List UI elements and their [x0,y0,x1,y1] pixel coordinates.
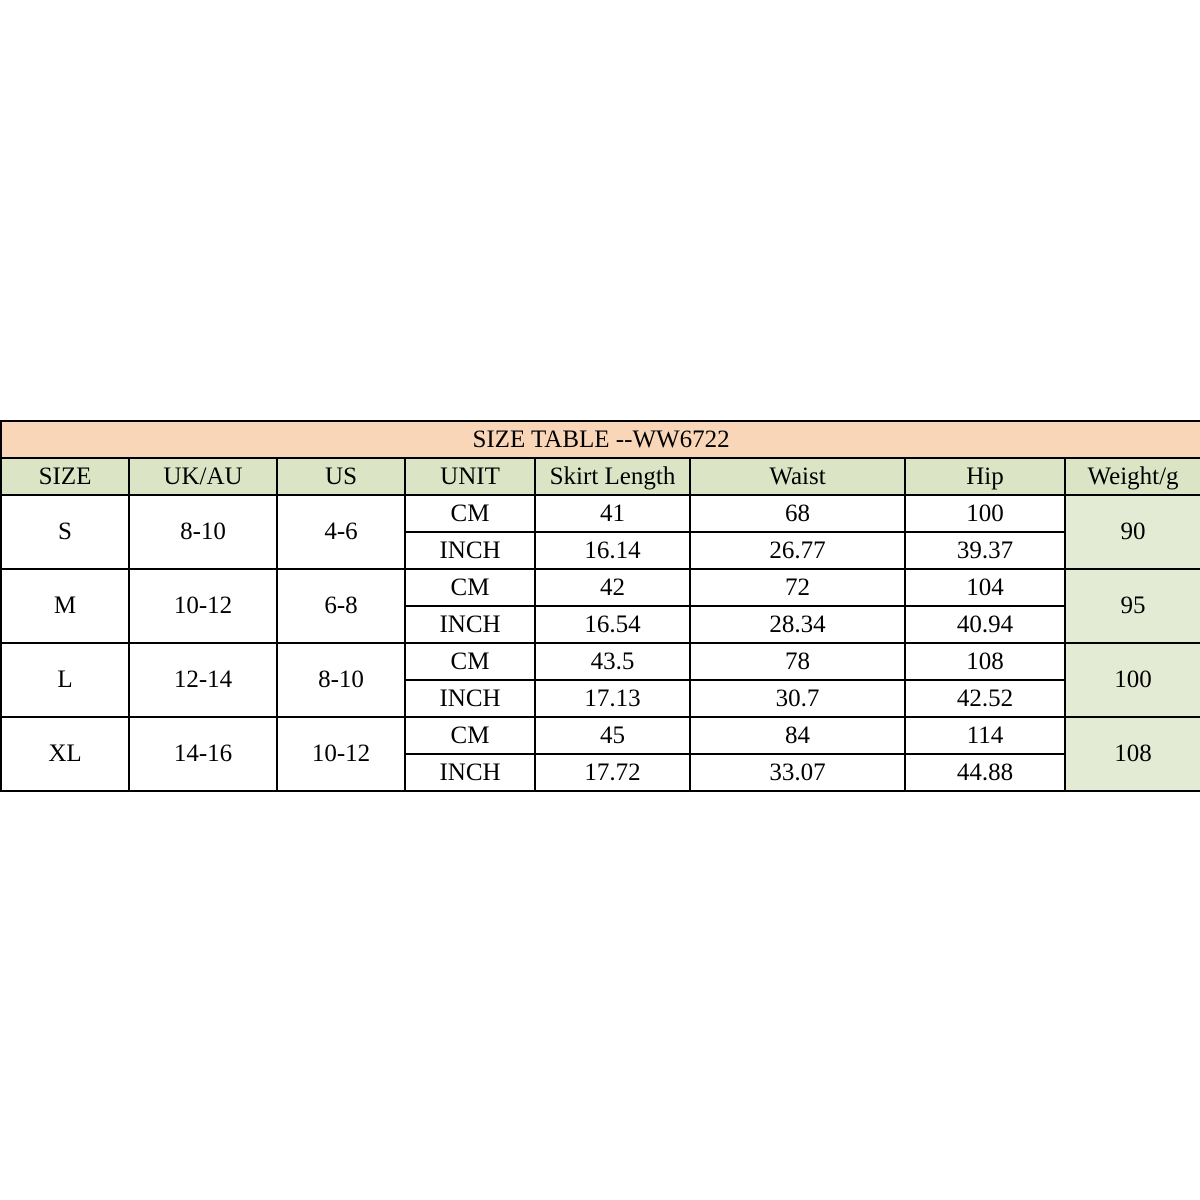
header-hip: Hip [905,458,1065,495]
cell-size: XL [1,717,129,791]
table-title: SIZE TABLE --WW6722 [1,421,1200,458]
cell-size: M [1,569,129,643]
cell-waist-inch: 26.77 [690,532,905,569]
cell-ukau: 8-10 [129,495,277,569]
cell-ukau: 14-16 [129,717,277,791]
header-skirt-length: Skirt Length [535,458,690,495]
cell-ukau: 10-12 [129,569,277,643]
cell-size: S [1,495,129,569]
cell-skirt-length-inch: 16.54 [535,606,690,643]
table-header-row [1,458,1200,495]
cell-unit-cm: CM [405,495,535,532]
table-row [1,569,1200,606]
cell-hip-cm: 104 [905,569,1065,606]
header-size: SIZE [1,458,129,495]
cell-waist-inch: 28.34 [690,606,905,643]
cell-hip-cm: 108 [905,643,1065,680]
cell-us: 10-12 [277,717,405,791]
cell-unit-inch: INCH [405,606,535,643]
cell-skirt-length-inch: 16.14 [535,532,690,569]
header-unit: UNIT [405,458,535,495]
cell-weight: 100 [1065,643,1200,717]
cell-hip-cm: 100 [905,495,1065,532]
cell-unit-inch: INCH [405,532,535,569]
cell-hip-inch: 44.88 [905,754,1065,791]
cell-waist-cm: 68 [690,495,905,532]
cell-us: 8-10 [277,643,405,717]
cell-hip-inch: 39.37 [905,532,1065,569]
table-row [1,495,1200,532]
cell-waist-inch: 33.07 [690,754,905,791]
table-row [1,717,1200,754]
cell-unit-cm: CM [405,643,535,680]
cell-unit-inch: INCH [405,680,535,717]
cell-weight: 90 [1065,495,1200,569]
cell-hip-inch: 40.94 [905,606,1065,643]
cell-size: L [1,643,129,717]
table-title-row [1,421,1200,458]
cell-skirt-length-cm: 41 [535,495,690,532]
cell-us: 6-8 [277,569,405,643]
table-row [1,643,1200,680]
size-chart-container [0,420,1200,792]
header-ukau: UK/AU [129,458,277,495]
size-table [0,420,1200,792]
header-waist: Waist [690,458,905,495]
cell-skirt-length-inch: 17.13 [535,680,690,717]
cell-waist-cm: 72 [690,569,905,606]
cell-skirt-length-cm: 45 [535,717,690,754]
cell-us: 4-6 [277,495,405,569]
cell-waist-inch: 30.7 [690,680,905,717]
cell-unit-inch: INCH [405,754,535,791]
cell-unit-cm: CM [405,717,535,754]
cell-skirt-length-inch: 17.72 [535,754,690,791]
cell-weight: 95 [1065,569,1200,643]
cell-ukau: 12-14 [129,643,277,717]
header-weight: Weight/g [1065,458,1200,495]
cell-unit-cm: CM [405,569,535,606]
cell-hip-cm: 114 [905,717,1065,754]
cell-weight: 108 [1065,717,1200,791]
cell-waist-cm: 78 [690,643,905,680]
cell-skirt-length-cm: 43.5 [535,643,690,680]
cell-waist-cm: 84 [690,717,905,754]
cell-hip-inch: 42.52 [905,680,1065,717]
header-us: US [277,458,405,495]
cell-skirt-length-cm: 42 [535,569,690,606]
